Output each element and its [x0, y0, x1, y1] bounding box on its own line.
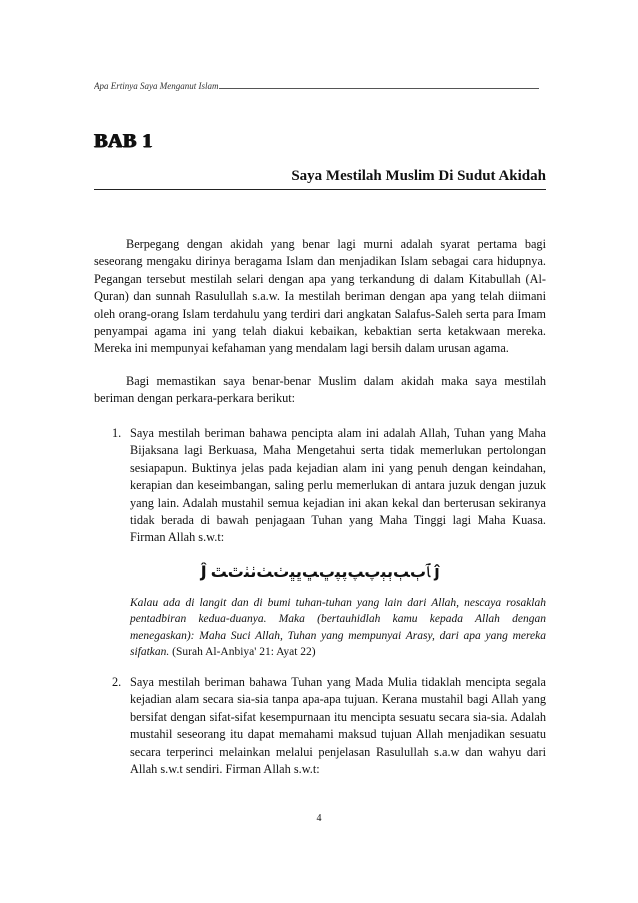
page-number: 4 — [316, 813, 322, 824]
list-number: 1. — [112, 426, 122, 440]
title-rule — [94, 189, 546, 190]
verse-reference: (Surah Al-Anbiya' 21: Ayat 22) — [172, 645, 316, 658]
paragraph-intro: Berpegang dengan akidah yang benar lagi murni adalah syarat pertama bagi seseorang mengaku dirinya beragama Islam dan menjadikan Islam sebagai cara hidupnya. Pegangan tersebut mestilah selari dengan apa yang terkandung di dalam Kitabullah (Al-Quran) dan sunnah Rasulullah s.a.w. Ia mestilah beriman dengan apa yang telah diimani oleh orang-orang Islam terdahulu yang terdiri dari angkatan Salafus-Saleh serta para Imam penyampai agama ini yang telah diakui kebaikan, kebaktian serta ketakwaan mereka. Mereka ini mempunyai kefahaman yang mendalam lagi bersih dalam urusan agama. — [94, 237, 546, 356]
running-header — [94, 81, 546, 91]
list-text: Saya mestilah beriman bahawa Tuhan yang Mada Mulia tidaklah mencipta segala kejadian alam secara sia-sia tanpa apa-apa tujuan. Kerana mustahil bagi Allah yang bersifat dengan sifat-sifat kesempurnaan itu mencipta sesuatu secara sia-sia. Adalah mustahil seseorang itu dapat memahami maksud tujuan Allah menjadikan sesuatu secara terperinci melainkan melalui penjelasan Rasulullah s.a.w dan wahyu dari Allah s.w.t sendiri. Firman Allah s.w.t: — [130, 675, 546, 777]
chapter-label: BAB 1 — [94, 130, 153, 152]
verse-translation — [130, 595, 546, 660]
list-number: 2. — [112, 675, 122, 689]
running-title: Apa Ertinya Saya Menganut Islam — [94, 81, 219, 91]
list-item — [112, 425, 546, 547]
arabic-verse: ĵ ﭑﭒﭓﭔﭕﭖﭗﭘﭙﭚﭛﭜﭝﭞﭟﭠﭡﭢﭣ Ĵ — [200, 562, 439, 581]
header-rule — [219, 88, 539, 89]
chapter-title: Saya Mestilah Muslim Di Sudut Akidah — [291, 168, 546, 184]
paragraph-lead-in: Bagi memastikan saya benar-benar Muslim dalam akidah maka saya mestilah beriman dengan perkara-perkara berikut: — [94, 374, 546, 406]
list-item — [112, 674, 546, 778]
list-text: Saya mestilah beriman bahawa pencipta alam ini adalah Allah, Tuhan yang Maha Bijaksana lagi Berkuasa, Maha Mengetahui serta tidak memerlukan pertolongan sesiapapun. Buktinya jelas pada kejadian alam ini yang penuh dengan keindahan, kerapian dan keseimbangan, saling perlu memerlukan di antara juzuk dengan juzuk yang lain. Adalah mustahil semua kejadian ini akan kekal dan berterusan sekiranya tidak berada di bawah penjagaan Tuhan yang Maha Tinggi lagi Maha Kuasa. Firman Allah s.w.t: — [130, 426, 546, 545]
translation-text: Kalau ada di langit dan di bumi tuhan-tuhan yang lain dari Allah, nescaya rosaklah pentadbiran kedua-duanya. Maka (bertauhidlah kamu kepada Allah dengan menegaskan): Maha Suci Allah, Tuhan yang mempunyai Arasy, dari apa yang mereka sifatkan. — [130, 597, 546, 658]
